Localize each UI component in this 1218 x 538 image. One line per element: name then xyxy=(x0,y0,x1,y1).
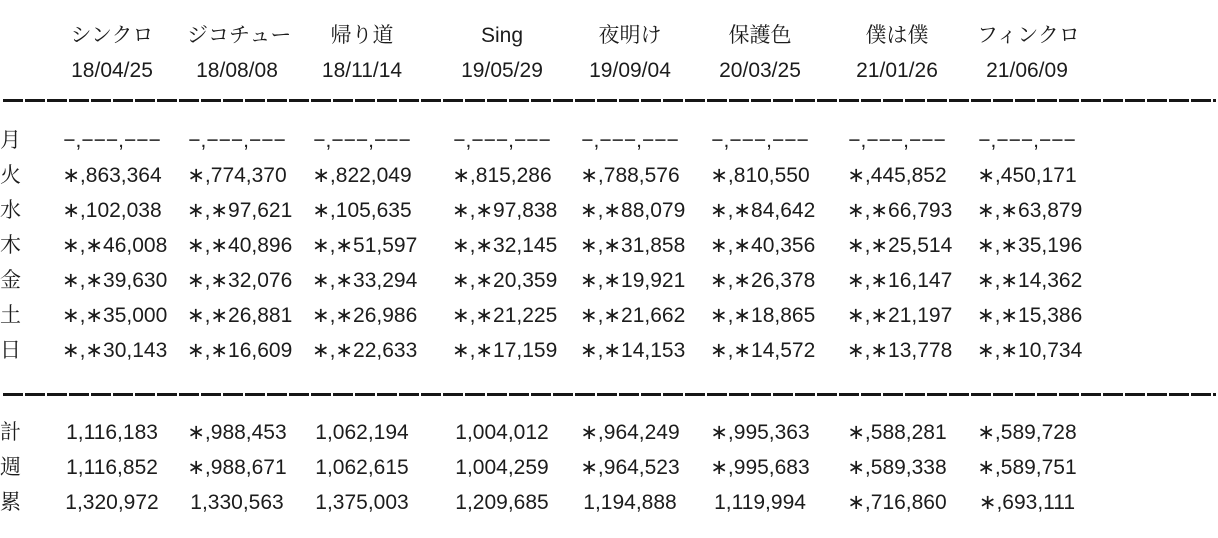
sales-value: ∗,105,635 xyxy=(312,199,412,222)
corner-blank xyxy=(0,53,62,88)
table-row xyxy=(0,158,1118,193)
table-row xyxy=(0,193,1118,228)
release-name: シンクロ xyxy=(70,24,154,47)
sales-value: ∗,∗40,896 xyxy=(187,234,293,257)
total-label: 週 xyxy=(0,456,21,479)
sales-value: −,−−−,−−− xyxy=(453,129,551,152)
sales-value: −,−−−,−−− xyxy=(188,129,286,152)
total-value: 1,209,685 xyxy=(455,491,549,514)
release-date: 18/08/08 xyxy=(196,59,278,82)
sales-value: ∗,∗66,793 xyxy=(847,199,953,222)
sales-value: −,−−−,−−− xyxy=(848,129,946,152)
total-value: 1,320,972 xyxy=(65,491,159,514)
total-value: ∗,716,860 xyxy=(847,491,947,514)
release-name: Sing xyxy=(480,24,524,47)
sales-value: ∗,∗40,356 xyxy=(710,234,816,257)
total-value: 1,004,012 xyxy=(455,421,549,444)
sales-value: ∗,∗14,153 xyxy=(580,339,686,362)
table-row xyxy=(0,298,1118,333)
sales-value: ∗,815,286 xyxy=(452,164,552,187)
sales-value: ∗,∗14,572 xyxy=(710,339,816,362)
day-label: 木 xyxy=(0,234,21,257)
total-value: ∗,988,671 xyxy=(187,456,287,479)
release-header xyxy=(0,18,1118,88)
daily-sales-body xyxy=(0,123,1118,368)
sales-value: ∗,∗15,386 xyxy=(977,304,1083,327)
total-label: 計 xyxy=(0,421,21,444)
table-row xyxy=(0,415,1118,450)
release-date: 19/05/29 xyxy=(461,59,543,82)
day-label: 金 xyxy=(0,269,21,292)
sales-value: −,−−−,−−− xyxy=(63,129,161,152)
release-date: 20/03/25 xyxy=(719,59,801,82)
release-name: 帰り道 xyxy=(330,24,394,47)
sales-value: ∗,∗21,197 xyxy=(847,304,953,327)
sales-value: ∗,∗19,921 xyxy=(580,269,686,292)
sales-value: ∗,822,049 xyxy=(312,164,412,187)
sales-value: ∗,863,364 xyxy=(62,164,162,187)
total-value: ∗,995,363 xyxy=(710,421,810,444)
table-row xyxy=(0,228,1118,263)
sales-value: ∗,∗31,858 xyxy=(580,234,686,257)
sales-value: ∗,∗26,986 xyxy=(312,304,418,327)
sales-value: ∗,∗26,881 xyxy=(187,304,293,327)
table-row xyxy=(0,485,1118,520)
sales-value: ∗,∗20,359 xyxy=(452,269,558,292)
corner-blank xyxy=(0,18,62,53)
sales-value: ∗,∗97,621 xyxy=(187,199,293,222)
sales-value: ∗,∗84,642 xyxy=(710,199,816,222)
sales-value: ∗,∗46,008 xyxy=(62,234,168,257)
sales-value: −,−−−,−−− xyxy=(313,129,411,152)
release-name: フィンクロ xyxy=(977,24,1080,47)
total-value: 1,062,615 xyxy=(315,456,409,479)
sales-value: −,−−−,−−− xyxy=(711,129,809,152)
sales-value: ∗,∗26,378 xyxy=(710,269,816,292)
release-date: 21/06/09 xyxy=(986,59,1068,82)
sales-value: ∗,450,171 xyxy=(977,164,1077,187)
sales-value: ∗,∗25,514 xyxy=(847,234,953,257)
total-value: ∗,995,683 xyxy=(710,456,810,479)
total-value: ∗,589,728 xyxy=(977,421,1077,444)
total-value: 1,004,259 xyxy=(455,456,549,479)
day-label: 火 xyxy=(0,164,21,187)
total-value: ∗,988,453 xyxy=(187,421,287,444)
table-row xyxy=(0,263,1118,298)
release-date: 18/11/14 xyxy=(321,59,403,82)
total-value: 1,116,183 xyxy=(66,421,158,444)
sales-value: −,−−−,−−− xyxy=(978,129,1076,152)
sales-value: ∗,∗35,000 xyxy=(62,304,168,327)
sales-value: ∗,788,576 xyxy=(580,164,680,187)
sales-value: ∗,∗18,865 xyxy=(710,304,816,327)
divider-top xyxy=(3,99,1216,102)
totals-body xyxy=(0,415,1118,520)
total-value: 1,194,888 xyxy=(583,491,677,514)
total-value: 1,062,194 xyxy=(315,421,409,444)
day-label: 日 xyxy=(0,339,21,362)
sales-value: ∗,∗97,838 xyxy=(452,199,558,222)
sales-value: ∗,810,550 xyxy=(710,164,810,187)
day-label: 土 xyxy=(0,304,21,327)
total-value: 1,116,852 xyxy=(66,456,158,479)
sales-value: ∗,∗63,879 xyxy=(977,199,1083,222)
release-date: 21/01/26 xyxy=(856,59,938,82)
sales-value: ∗,∗16,147 xyxy=(847,269,953,292)
sales-value: ∗,∗16,609 xyxy=(187,339,293,362)
sales-value: ∗,∗10,734 xyxy=(977,339,1083,362)
sales-value: ∗,∗51,597 xyxy=(312,234,418,257)
total-value: 1,119,994 xyxy=(714,491,806,514)
total-value: ∗,964,523 xyxy=(580,456,680,479)
sales-value: ∗,∗17,159 xyxy=(452,339,558,362)
total-value: ∗,693,111 xyxy=(978,491,1076,514)
release-name: ジコチュー xyxy=(187,24,292,47)
sales-value: ∗,∗88,079 xyxy=(580,199,686,222)
day-label: 水 xyxy=(0,199,21,222)
total-value: ∗,589,751 xyxy=(977,456,1077,479)
release-name: 保護色 xyxy=(728,24,792,47)
sales-value: ∗,∗13,778 xyxy=(847,339,953,362)
sales-value: −,−−−,−−− xyxy=(581,129,679,152)
total-value: ∗,588,281 xyxy=(847,421,947,444)
release-name: 夜明け xyxy=(598,24,662,47)
total-value: 1,330,563 xyxy=(190,491,284,514)
total-value: ∗,589,338 xyxy=(847,456,947,479)
divider-middle xyxy=(3,393,1216,396)
table-row xyxy=(0,333,1118,368)
sales-value: ∗,102,038 xyxy=(62,199,162,222)
sales-value: ∗,∗39,630 xyxy=(62,269,168,292)
table-row xyxy=(0,18,1118,53)
sales-value: ∗,∗21,225 xyxy=(452,304,558,327)
release-name: 僕は僕 xyxy=(865,24,929,47)
total-value: 1,375,003 xyxy=(315,491,409,514)
table-row xyxy=(0,53,1118,88)
sales-value: ∗,∗32,145 xyxy=(452,234,558,257)
sales-value: ∗,∗33,294 xyxy=(312,269,418,292)
sales-value: ∗,∗35,196 xyxy=(977,234,1083,257)
table-row xyxy=(0,123,1118,158)
total-value: ∗,964,249 xyxy=(580,421,680,444)
sales-value: ∗,774,370 xyxy=(187,164,287,187)
sales-value: ∗,∗22,633 xyxy=(312,339,418,362)
table-row xyxy=(0,450,1118,485)
sales-value: ∗,445,852 xyxy=(847,164,947,187)
sales-value: ∗,∗21,662 xyxy=(580,304,686,327)
sales-value: ∗,∗14,362 xyxy=(977,269,1083,292)
day-label: 月 xyxy=(0,129,21,152)
release-date: 18/04/25 xyxy=(71,59,153,82)
sales-value: ∗,∗30,143 xyxy=(62,339,168,362)
total-label: 累 xyxy=(0,491,21,514)
release-date: 19/09/04 xyxy=(589,59,671,82)
sales-value: ∗,∗32,076 xyxy=(187,269,293,292)
